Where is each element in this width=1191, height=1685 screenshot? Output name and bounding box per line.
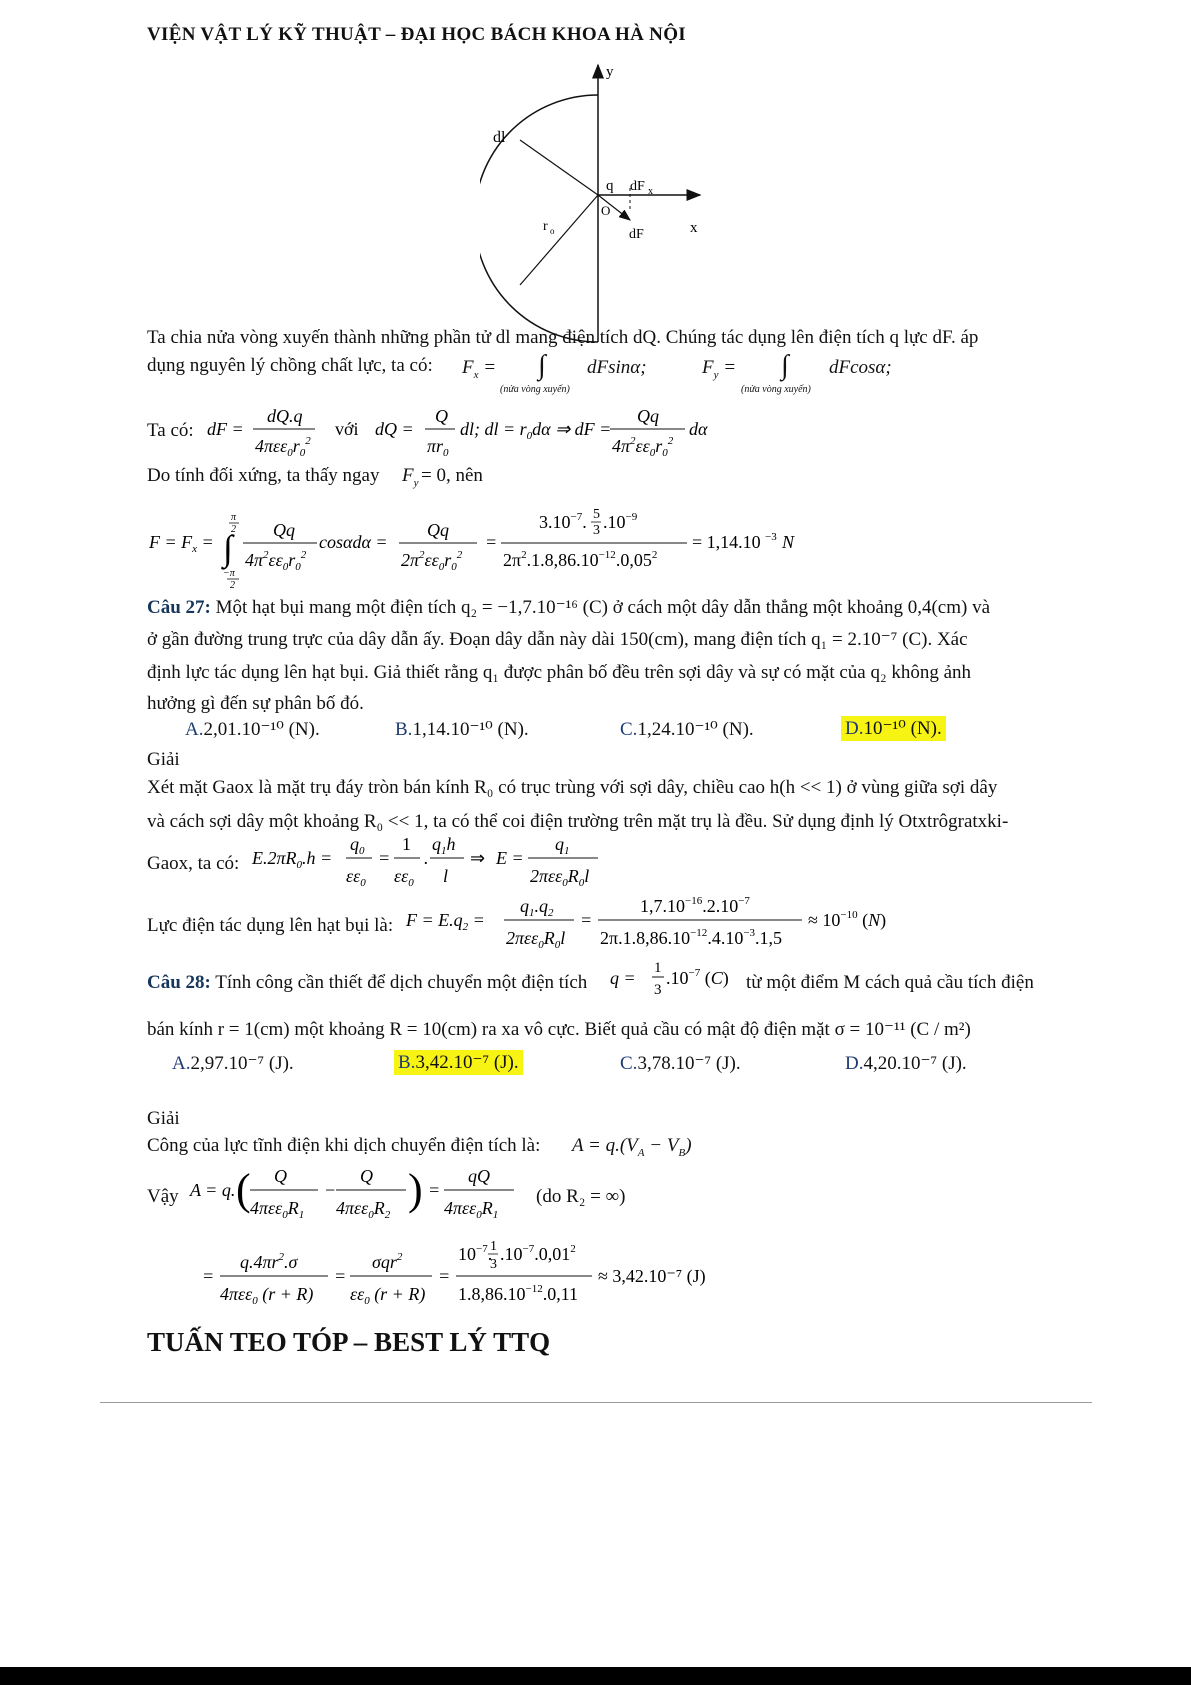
svg-text:4πεε0R1: $4\pi\varepsilon\varepsilon_0R_1$ bbox=[444, 1198, 499, 1221]
q27-line-2: ở gần đường trung trực của dây dẫn ấy. Đoạn dây dẫn này dài 150(cm), mang điện tích q₁ = 2.10⁻⁷ (C). Xác bbox=[147, 629, 968, 650]
svg-text:=: = bbox=[428, 1180, 441, 1200]
force-formula bbox=[404, 892, 904, 958]
svg-text:=: = bbox=[438, 1266, 451, 1286]
svg-text:F = Fx =: $F = F_x$ = bbox=[149, 532, 214, 555]
svg-text:A = q.: A = q. bbox=[190, 1180, 236, 1200]
svg-text:=: = bbox=[202, 1266, 215, 1286]
gauss-formula bbox=[250, 830, 630, 896]
q28-label: Câu 28: bbox=[147, 972, 211, 993]
svg-text:q1: $q_1$ bbox=[555, 834, 570, 857]
svg-text:2π2εε0r02: $2\pi^2\varepsilon\varepsilon_0r_0^2$ bbox=[401, 549, 463, 573]
label-dl: dl bbox=[493, 129, 506, 146]
fx-integrand: dFsinα; bbox=[587, 357, 647, 378]
q27-sol-3: Gaox, ta có: bbox=[147, 853, 240, 874]
q27-line-4: hưởng gì đến sự phân bố đó. bbox=[147, 693, 364, 714]
svg-text:10−7.: $10^{-7}$. bbox=[458, 1243, 493, 1264]
q27-answer-b[interactable]: B.1,14.10⁻¹⁰ (N). bbox=[395, 719, 529, 740]
q28-text-1b: từ một điểm M cách quả cầu tích điện bbox=[746, 972, 1034, 993]
footer-divider bbox=[100, 1402, 1092, 1403]
q28-giai: Giải bbox=[147, 1108, 180, 1129]
q28-work-formula: $A = q.(V_A - V_B)$ bbox=[572, 1135, 692, 1159]
svg-text:Qq: Qq bbox=[427, 520, 449, 540]
q27-answer-d-correct[interactable]: D.10⁻¹⁰ (N). bbox=[841, 716, 946, 741]
svg-text:.10−7.0,012: $.10^{-7}.0,01^2$ bbox=[500, 1243, 576, 1264]
svg-text:3: 3 bbox=[593, 523, 600, 538]
label-dfx: dF bbox=[630, 179, 645, 194]
svg-text:εε0: $\varepsilon\varepsilon_0$ bbox=[346, 866, 366, 889]
svg-text:Qq: Qq bbox=[273, 520, 295, 540]
svg-text:1: 1 bbox=[654, 960, 662, 976]
radius-upper bbox=[520, 140, 598, 195]
svg-text:1,7.10−16.2.10−7: $1,7.10^{-16}.2.10^{-7}$ bbox=[640, 895, 750, 916]
svg-text:Q: Q bbox=[274, 1166, 287, 1186]
page-header: VIỆN VẬT LÝ KỸ THUẬT – ĐẠI HỌC BÁCH KHOA HÀ NỘI bbox=[147, 24, 686, 45]
label-o: O bbox=[601, 203, 611, 218]
svg-text:2πεε0R0l: $2\pi\varepsilon\varepsilon_0R_0l$ bbox=[506, 928, 566, 951]
intro-line-1: Ta chia nửa vòng xuyến thành những phần tử dl mang điện tích dQ. Chúng tác dụng lên điện tích q lực dF. áp bbox=[147, 327, 979, 348]
q27-text-1: Một hạt bụi mang một điện tích q₂ = −1,7.10⁻¹⁶ (C) ở cách một dây dẫn thẳng một khoảng 0,4(cm) và bbox=[215, 597, 991, 618]
svg-text:qQ: qQ bbox=[468, 1166, 490, 1186]
svg-text:4π2εε0r02: $4\pi^2\varepsilon\varepsilon_0r_0^2$ bbox=[245, 549, 307, 573]
svg-text:.: . bbox=[424, 848, 429, 868]
fy-zero-eq: = 0, nên bbox=[421, 465, 483, 486]
svg-text:3: 3 bbox=[654, 982, 662, 998]
svg-text:2πεε0R0l: $2\pi\varepsilon\varepsilon_0R_0l$ bbox=[530, 866, 590, 889]
svg-text:Qq: Qq bbox=[637, 406, 659, 426]
svg-text:π: π bbox=[231, 512, 237, 523]
q27-answer-a[interactable]: A.2,01.10⁻¹⁰ (N). bbox=[185, 719, 320, 740]
f-result-unit: N bbox=[782, 532, 795, 552]
label-y: y bbox=[606, 64, 614, 80]
svg-text:=: = bbox=[378, 848, 391, 868]
fy-zero: $F_y$ bbox=[402, 465, 419, 489]
q27-line-3: định lực tác dụng lên hạt bụi. Giả thiết rằng q₁ được phân bố đều trên sợi dây và sự có mặt của q₂ không ảnh bbox=[147, 662, 972, 683]
f-result: = 1,14.10 bbox=[692, 532, 761, 552]
q28-answer-d[interactable]: D.4,20.10⁻⁷ (J). bbox=[845, 1053, 967, 1074]
q28-sol-1: Công của lực tĩnh điện khi dịch chuyển điện tích là: bbox=[147, 1135, 541, 1156]
svg-text:5: 5 bbox=[593, 507, 600, 522]
svg-text:q1.q2: $q_1.q_2$ bbox=[520, 896, 554, 919]
svg-text:4π2εε0r02: $4\pi^2\varepsilon\varepsilon_0r_0^2$ bbox=[612, 435, 674, 459]
f-integral-formula bbox=[147, 500, 807, 590]
svg-text:4πεε0 (r + R): 4πεε$_0$ (r + R) bbox=[220, 1284, 314, 1307]
svg-text:−: − bbox=[324, 1180, 337, 1200]
svg-text:cosαdα =: cosαdα = bbox=[319, 532, 388, 552]
svg-text:dl; dl = r0dα ⇒ dF =: dl; dl = $r_0d\alpha$ ⇒ dF = bbox=[460, 419, 612, 442]
df-line-prefix: Ta có: bbox=[147, 420, 194, 441]
q28-answer-a[interactable]: A.2,97.10⁻⁷ (J). bbox=[172, 1053, 294, 1074]
label-df: dF bbox=[629, 227, 644, 242]
svg-text:4πεε0R2: $4\pi\varepsilon\varepsilon_0R_2$ bbox=[336, 1198, 391, 1221]
svg-text:2π2.1.8,86.10−12.0,052: $2\pi^2.1.8,86.10^{-12}.0,05^2$ bbox=[503, 549, 658, 570]
svg-text:.10−9: $.10^{-9}$ bbox=[603, 511, 638, 532]
q27-label: Câu 27: bbox=[147, 597, 211, 618]
fy-formula: $F_y$ = bbox=[702, 357, 737, 381]
svg-text:−π: −π bbox=[223, 568, 235, 579]
label-x: x bbox=[690, 220, 698, 236]
q28-line-1 bbox=[147, 971, 587, 995]
svg-text:): ) bbox=[408, 1165, 423, 1214]
df-formula bbox=[205, 400, 725, 462]
label-dfx-sub: x bbox=[648, 186, 653, 197]
fx-formula: $F_x$ = bbox=[462, 357, 497, 381]
q28-text-1: Tính công cần thiết để dịch chuyển một điện tích bbox=[215, 972, 588, 993]
q27-sol-4: Lực điện tác dụng lên hạt bụi là: bbox=[147, 915, 394, 936]
svg-text:dα: dα bbox=[689, 419, 708, 439]
footer-brand: TUẤN TEO TÓP – BEST LÝ TTQ bbox=[147, 1327, 551, 1357]
svg-text:dF =: dF = bbox=[207, 419, 244, 439]
integral-under-fy: (nửa vòng xuyến) bbox=[741, 384, 811, 395]
svg-text:(: ( bbox=[236, 1165, 251, 1214]
radius-lower bbox=[520, 195, 598, 285]
q28-line-2: bán kính r = 1(cm) một khoảng R = 10(cm) ra xa vô cực. Biết quả cầu có mật độ điện mặt σ = 10⁻¹¹ (C / m²) bbox=[147, 1019, 971, 1040]
svg-text:1.8,86.10−12.0,11: $1.8,86.10^{-12}.0,11$ bbox=[458, 1283, 579, 1304]
q27-line-1 bbox=[147, 596, 990, 620]
q27-sol-1: Xét mặt Gaox là mặt trụ đáy tròn bán kính R₀ có trục trùng với sợi dây, chiều cao h(h << 1) ở vùng giữa sợi dây bbox=[147, 777, 998, 798]
integral-under-fx: (nửa vòng xuyến) bbox=[500, 384, 570, 395]
svg-text:q0: $q_0$ bbox=[350, 834, 365, 857]
symmetry-line: Do tính đối xứng, ta thấy ngay bbox=[147, 465, 380, 486]
svg-text:.10−7 (C): $.10^{-7}$ (C) bbox=[666, 967, 729, 988]
svg-text:∫: ∫ bbox=[223, 528, 233, 568]
q28-final-result: ≈ 3,42.10⁻⁷ (J) bbox=[598, 1266, 706, 1286]
fy-integrand: dFcosα; bbox=[829, 357, 892, 378]
integral-sign-fy: ∫ bbox=[781, 350, 789, 381]
q28-sol-2-prefix: Vậy bbox=[147, 1186, 179, 1207]
svg-text:q1h: $q_1h$ bbox=[432, 834, 456, 857]
bottom-edge-bar bbox=[0, 1667, 1191, 1685]
svg-text:l: l bbox=[443, 866, 449, 886]
svg-text:1: 1 bbox=[490, 1239, 497, 1254]
svg-text:=: = bbox=[334, 1266, 347, 1286]
svg-text:=: = bbox=[580, 910, 593, 930]
svg-text:⇒: ⇒ bbox=[470, 848, 486, 868]
q27-answer-c[interactable]: C.1,24.10⁻¹⁰ (N). bbox=[620, 719, 754, 740]
label-r0: r bbox=[543, 219, 548, 234]
svg-text:Q: Q bbox=[435, 406, 448, 426]
svg-text:4πεε0R1: $4\pi\varepsilon\varepsilon_0R_1$ bbox=[250, 1198, 305, 1221]
svg-text:1: 1 bbox=[402, 834, 411, 854]
svg-text:4πεε0r02: $4\pi\varepsilon\varepsilon_0r_0^2$ bbox=[255, 435, 311, 459]
integral-sign-fx: ∫ bbox=[538, 350, 546, 381]
svg-text:dQ.q: dQ.q bbox=[267, 406, 303, 426]
svg-text:σqr2: σqr$^2$ bbox=[372, 1251, 403, 1272]
svg-text:E.2πR0.h =: $E.2\pi R_0.h$ = bbox=[252, 848, 333, 871]
svg-text:πr0: $\pi r_0$ bbox=[427, 436, 449, 459]
work-result-formula bbox=[200, 1236, 720, 1316]
svg-text:Q: Q bbox=[360, 1166, 373, 1186]
intro-line-2: dụng nguyên lý chồng chất lực, ta có: bbox=[147, 355, 433, 376]
svg-text:εε0 (r + R): $\varepsilon\varepsilon_0$ (r + R) bbox=[350, 1284, 426, 1307]
q28-sol-2-note: (do R₂ = ∞) bbox=[536, 1186, 626, 1207]
svg-text:2: 2 bbox=[231, 524, 236, 535]
svg-text:2π.1.8,86.10−12.4.10−3.1,5: $2\pi.1.8,86.10^{-12}.4.10^{-3}.1,5$ bbox=[600, 927, 783, 948]
svg-text:q =: q = bbox=[610, 968, 636, 988]
svg-text:3.10−7.: $3.10^{-7}$. bbox=[539, 511, 587, 532]
q28-answer-b-correct[interactable]: B.3,42.10⁻⁷ (J). bbox=[394, 1050, 523, 1075]
half-ring-figure bbox=[480, 60, 730, 350]
svg-text:E =: E = bbox=[496, 848, 524, 868]
svg-text:q.4πr2.σ: $q.4\pi r^2.\sigma$ bbox=[240, 1251, 298, 1272]
svg-text:3: 3 bbox=[490, 1257, 497, 1272]
svg-text:2: 2 bbox=[230, 580, 235, 590]
svg-text:−3: −3 bbox=[765, 531, 777, 543]
svg-text:F = E.q2 =: $F = E.q_2$ = bbox=[406, 910, 485, 933]
svg-text:≈ 10−10 (N): ≈ $10^{-10}$ (N) bbox=[808, 909, 887, 930]
svg-text:=: = bbox=[485, 532, 498, 552]
q28-answer-c[interactable]: C.3,78.10⁻⁷ (J). bbox=[620, 1053, 741, 1074]
label-r0-sub: o bbox=[550, 226, 555, 236]
q27-sol-2: và cách sợi dây một khoảng R₀ << 1, ta có thể coi điện trường trên mặt trụ là đều. Sử dụng định lý Otxtrôgratxki- bbox=[147, 811, 1009, 832]
svg-text:εε0: $\varepsilon\varepsilon_0$ bbox=[394, 866, 414, 889]
q28-charge-formula bbox=[610, 954, 740, 1010]
work-formula bbox=[188, 1160, 528, 1230]
q27-giai: Giải bbox=[147, 749, 180, 770]
fy-zero-symbol: F bbox=[402, 465, 414, 486]
svg-text:dQ =: dQ = bbox=[375, 419, 414, 439]
df-with: với bbox=[335, 419, 359, 439]
label-q: q bbox=[606, 178, 614, 194]
